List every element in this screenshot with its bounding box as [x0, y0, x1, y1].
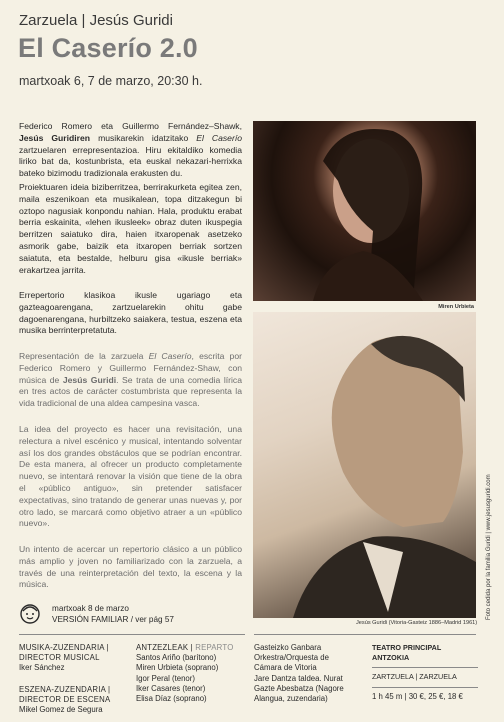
cast-list: ANTZEZLEAK | REPARTO Santos Ariño (barítono) Miren Urbieta (soprano) Igor Peral (tenor) Iker Casares (tenor) Elisa Díaz (soprano): [136, 643, 248, 704]
spanish-paragraph-1: Representación de la zarzuela El Caserío, escrita por Federico Romero y Guillermo Fernández-Shaw, con música de Jesús Guridi. Se trata de una comedia lírica en tres actos de carácter costumbrista que representa la vida tradicional de una aldea campesina vasca.: [19, 351, 242, 409]
duration-price: 1 h 45 m | 30 €, 25 €, 18 €: [372, 691, 463, 701]
basque-paragraph-1: Federico Romero eta Guillermo Fernández–Shawk, Jesús Guridiren musikarekin idatzitako El Caserío zartzuelaren errepresentazioa. Hiru ekitaldiko komedia liriko bat da, kostunbrista, eta euskal nekazari-herrixka bateko bizimodu tradizionala erakusten du.: [19, 121, 242, 179]
cast-member: Igor Peral (tenor): [136, 673, 195, 683]
composer-photo: [253, 312, 476, 618]
cast-member: Santos Ariño (barítono): [136, 653, 217, 663]
music-director: MUSIKA-ZUZENDARIA | DIRECTOR MUSICAL Iker Sánchez: [19, 643, 109, 673]
family-version: VERSIÓN FAMILIAR / ver pág 57: [52, 615, 174, 624]
photo-caption-1: Miren Urbieta: [438, 304, 474, 310]
event-date: martxoak 6, 7 de marzo, 20:30 h.: [19, 74, 203, 88]
venue-info: [372, 643, 478, 702]
spanish-paragraph-2: La idea del proyecto es hacer una revisitación, una relectura a nivel escénico y musical, intentando solventar así los dos grandes obstáculos que se podrían encontrar. De esta manera, al ofrecer un producto completamente nuevo, se intentará renovar la visión que tiene de la obra el «público antiguo», sin pretender satisfacer expectativas, sino tratando de generar unas nuevas y, por otro lado, se marcará como objetivo atraer a un «público nuevo».: [19, 424, 242, 529]
cast-member: Miren Urbieta (soprano): [136, 663, 219, 673]
basque-paragraph-2: Proiektuaren ideia biziberritzea, berrirakurketa egitea zen, maila eszenikoan eta musikalean, topa ditzakegun bi oztopo nagusiak konpondu nahian. Hala, produktu erabat berria eskainita, «lehen ikusleek» obraz duten ikuspegia berritzen saiatuko dira, haien itxaropenak asetzeko asmorik gabe, baizik eta itxaropen berriak sortzen saiatuta, eta bestalde, helburu gisa «ikusle berriak» erakartzea jarrita.: [19, 182, 242, 275]
basque-paragraph-3: Errepertorio klasikoa ikusle ugariago eta gazteagoarengana, zartzuelarekin ohitu gabe dagoenarengana, hurbiltzeko saiakera, testua, eszena eta musika berrinterpretatuta.: [19, 290, 242, 336]
singer-photo: [253, 121, 476, 301]
family-date: martxoak 8 de marzo: [52, 604, 129, 613]
venue: TEATRO PRINCIPAL ANTZOKIA: [372, 643, 442, 663]
kicker: Zarzuela | Jesús Guridi: [19, 12, 173, 29]
photo-caption-2: Jesús Guridi (Vitoria-Gasteiz 1886–Madrid 1961): [356, 620, 478, 626]
child-face-icon: [19, 602, 41, 624]
page-title: El Caserío 2.0: [18, 33, 198, 63]
spanish-paragraph-3: Un intento de acercar un repertorio clásico a un público más amplio y joven no familiarizado con la zarzuela, a través de una reinterpretación del texto, la escena y la música.: [19, 544, 242, 590]
cast-member: Elisa Díaz (soprano): [136, 694, 207, 704]
photo-credit: Foto cedida por la familia Guridi | www.jesusguridi.com: [486, 474, 492, 620]
ensembles: Gasteizko Ganbara Orkestra/Orquesta de Cámara de Vitoria Jare Dantza taldea. Nurat Gazte Abesbatza (Nagore Alangua, zuzendaria): [254, 643, 344, 704]
genre: ZARTZUELA | ZARZUELA: [372, 672, 457, 682]
cast-member: Iker Casares (tenor): [136, 683, 206, 693]
stage-director: ESZENA-ZUZENDARIA | DIRECTOR DE ESCENA Mikel Gomez de Segura: [19, 685, 111, 715]
